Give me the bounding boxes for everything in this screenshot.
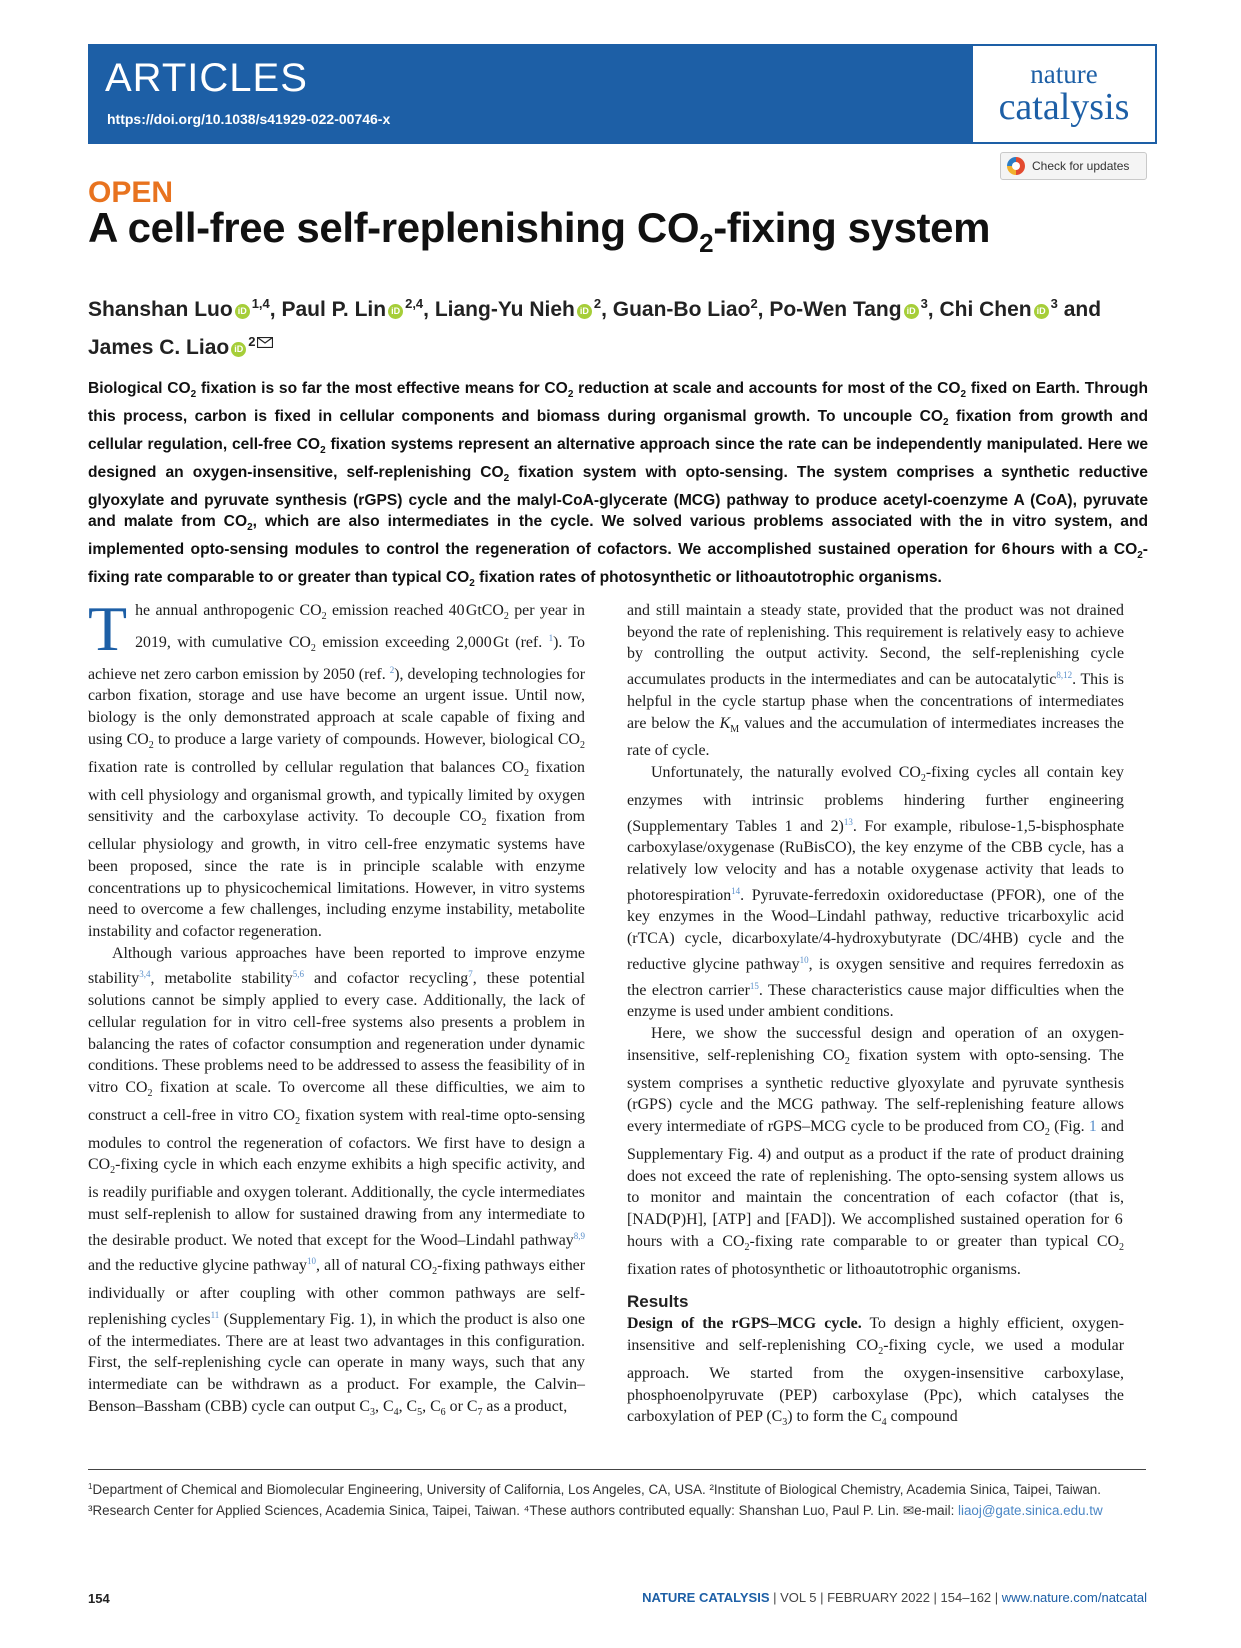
title-subscript: 2 bbox=[699, 228, 714, 258]
dropcap: T bbox=[88, 593, 128, 664]
subsection-heading: Design of the rGPS–MCG cycle. bbox=[627, 1315, 862, 1333]
footnote-divider bbox=[88, 1469, 1146, 1470]
footer-url-link[interactable]: www.nature.com/natcatal bbox=[1001, 1590, 1147, 1605]
author-name[interactable]: Paul P. Lin bbox=[281, 298, 387, 321]
author-name[interactable]: Liang-Yu Nieh bbox=[434, 298, 575, 321]
paragraph: The annual anthropogenic $CO_2$ emission reached 40 GtCO$_2$ per year in 2019, with cumulative $CO_2$ emission exceeding 2,000 Gt (ref. $^1$). To achieve net zero carbon emission by 2050 (ref. $^2$), developing technologies for carbon fixation, storage and use have become an urgent issue. Until now, biology is the only demonstrated approach at scale capable of fixing and using $CO_2$ to produce a large variety of compounds. However, biological $CO_2$ fixation rate is controlled by cellular regulation that balances $CO_2$ fixation with cell physiology and organismal growth, and typically limited by oxygen sensitivity and the carboxylase activity. To decouple $CO_2$ fixation from cellular physiology and growth, in vitro cell-free enzymatic systems have been proposed, since the rate is in principle scalable with enzyme concentrations up to physicochemical limitations. However, in vitro systems need to overcome a few challenges, including enzyme instability, metabolite instability and cofactor regeneration. bbox=[88, 593, 585, 940]
author-affiliation: 3 bbox=[920, 296, 928, 311]
page-number: 154 bbox=[88, 1591, 110, 1606]
results-heading: Results bbox=[627, 1292, 689, 1312]
open-access-label: OPEN bbox=[88, 176, 174, 209]
envelope-icon[interactable] bbox=[257, 326, 273, 358]
body-column-left bbox=[88, 593, 586, 1424]
author-name[interactable]: James C. Liao bbox=[88, 336, 230, 359]
journal-logo-line1: nature bbox=[1030, 59, 1098, 89]
crossmark-icon bbox=[1007, 157, 1025, 175]
author-name[interactable]: Shanshan Luo bbox=[88, 298, 233, 321]
orcid-icon[interactable]: iD bbox=[1034, 304, 1049, 319]
orcid-icon[interactable]: iD bbox=[388, 304, 403, 319]
author-name[interactable]: Guan-Bo Liao bbox=[612, 298, 751, 321]
orcid-icon[interactable]: iD bbox=[577, 304, 592, 319]
title-part2: -fixing system bbox=[713, 204, 991, 251]
paragraph: Unfortunately, the naturally evolved $CO_2$-fixing cycles all contain key enzymes with intrinsic problems hindering further engineering (Supplementary Tables 1 and 2)$^{13}$. For example, ribulose-1,5-bisphosphate carboxylase/oxygenase (RuBisCO), the key enzyme of the CBB cycle, has a relatively low velocity and has a notable oxygenase activity that leads to photorespiration$^{14}$. Pyruvate-ferredoxin oxidoreductase (PFOR), one of the key enzymes in the Wood–Lindahl pathway, reductive tricarboxylic acid (rTCA) cycle, dicarboxylate/4-hydroxybutyrate (DC/4HB) cycle and the reductive glycine pathway$^{10}$, is oxygen sensitive and requires ferredoxin as the electron carrier$^{15}$. These characteristics cause major difficulties when the enzyme is used under ambient conditions. bbox=[627, 764, 1124, 1021]
author-affiliation: 1,4 bbox=[251, 296, 270, 311]
author-affiliation: 2,4 bbox=[405, 296, 424, 311]
author-name[interactable]: Po-Wen Tang bbox=[769, 298, 902, 321]
doi-link[interactable]: https://doi.org/10.1038/s41929-022-00746-x bbox=[107, 111, 391, 127]
section-label: ARTICLES bbox=[105, 56, 308, 100]
body-column-right bbox=[627, 600, 1124, 1434]
author-affiliation: 2 bbox=[593, 296, 602, 311]
footer-journal: NATURE CATALYSIS bbox=[642, 1590, 770, 1605]
paragraph: Design of the rGPS–MCG cycle. To design a highly efficient, oxygen-insensitive and self-replenishing $CO_2$-fixing cycle, we used a modular approach. We started from the oxygen-insensitive carboxylase, phosphoenolpyruvate (PEP) carboxylase (Ppc), which catalyses the carboxylation of PEP $(C_3)$ to form the $C_4$ compound bbox=[627, 1315, 1125, 1429]
author-affiliation: 2 bbox=[248, 334, 256, 349]
author-affiliation: 2 bbox=[750, 296, 758, 311]
author-list: Shanshan Luo iD $^{1,4}$, Paul P. Lin iD $^{2,4}$, Liang-Yu Nieh iD $^2$, Guan-Bo Liao$^2$, Po-Wen Tang iD $^3$, Chi Chen iD $^3$ and James C. Liao iD $^2$ bbox=[88, 296, 1102, 359]
header-banner bbox=[88, 44, 1157, 144]
affiliations-text: Department of Chemical and Biomolecular Engineering, University of California, Los Angeles, CA, USA. ²Institute of Biological Chemistry, Academia Sinica, Taipei, Taiwan. ³Research Center for Applied Sciences, Academia Sinica, Taipei, Taiwan. ⁴These authors contributed equally: Shanshan Luo, Paul P. Lin. ✉e-mail: bbox=[88, 1482, 1101, 1518]
paragraph: Although various approaches have been reported to improve enzyme stability$^{3,4}$, metabolite stability$^{5,6}$ and cofactor recycling$^7$, these potential solutions cannot be simply applied to every case. Additionally, the lack of cellular regulation for in vitro cell-free systems also presents a problem in balancing the rates of cofactor consumption and regeneration under dynamic conditions. These problems need to be addressed to assess the feasibility of in vitro $CO_2$ fixation at scale. To overcome all these difficulties, we aim to construct a cell-free in vitro $CO_2$ fixation system with real-time opto-sensing modules to control the regeneration of cofactors. We first have to design a $CO_2$-fixing cycle in which each enzyme exhibits a high specific activity, and is readily purifiable and oxygen tolerant. Additionally, the cycle intermediates must self-replenish to allow for sustained drawing from any intermediate to the desirable product. We noted that except for the Wood–Lindahl pathway$^{8,9}$ and the reductive glycine pathway$^{10}$, all of natural $CO_2$-fixing pathways either individually or after coupling with other common pathways are self-replenishing cycles$^{11}$ (Supplementary Fig. 1), in which the product is also one of the intermediates. There are at least two advantages in this configuration. First, the self-replenishing cycle can operate in many ways, such that any intermediate can be withdrawn as a product. For example, the Calvin–Benson–Bassham (CBB) cycle can output $C_3$, $C_4$, $C_5$, $C_6$ or $C_7$ as a product, bbox=[88, 944, 586, 1418]
title-part1: A cell-free self-replenishing CO bbox=[88, 204, 700, 251]
author-name[interactable]: Chi Chen bbox=[939, 298, 1032, 321]
article-title bbox=[88, 204, 1148, 259]
check-updates-label: Check for updates bbox=[1032, 159, 1130, 173]
journal-logo-line2: catalysis bbox=[998, 86, 1130, 128]
orcid-icon[interactable]: iD bbox=[231, 342, 246, 357]
running-footer bbox=[642, 1590, 1147, 1605]
footer-issue: | VOL 5 | FEBRUARY 2022 | 154–162 | bbox=[769, 1590, 1002, 1605]
footnotes: $^1$Department of Chemical and Biomolecular Engineering, University of California, Los Angeles, CA, USA. ²Institute of Biological Chemistry, Academia Sinica, Taipei, Taiwan. ³Research Center for Applied Sciences, Academia Sinica, Taipei, Taiwan. ⁴These authors contributed equally: Shanshan Luo, Paul P. Lin. ✉e-mail: liaoj@gate.sinica.edu.tw bbox=[88, 1482, 1103, 1518]
author-affiliation: 3 bbox=[1050, 296, 1058, 311]
paragraph: Here, we show the successful design and operation of an oxygen-insensitive, self-replenishing $CO_2$ fixation system with opto-sensing. The system comprises a synthetic reductive glyoxylate and pyruvate synthesis (rGPS) cycle and the MCG pathway. The self-replenishing feature allows every intermediate of rGPS–MCG cycle to be produced from $CO_2$ (Fig. 1 and Supplementary Fig. 4) and output as a product if the rate of product draining does not exceed the rate of replenishing. The opto-sensing system allows us to monitor and maintain the concentration of each cofactor (that is, [NAD(P)H], [ATP] and [FAD]). We accomplished sustained operation for 6 hours with a $CO_2$-fixing rate comparable to or greater than typical $CO_2$ fixation rates of photosynthetic or lithoautotrophic organisms. bbox=[627, 1025, 1125, 1278]
author-conjunction: and bbox=[1063, 298, 1102, 321]
abstract: Biological $CO_2$ fixation is so far the most effective means for $CO_2$ reduction at scale and accounts for most of the $CO_2$ fixed on Earth. Through this process, carbon is fixed in cellular components and biomass during organismal growth. To uncouple $CO_2$ fixation from growth and cellular regulation, cell-free $CO_2$ fixation systems represent an alternative approach since the rate can be independently manipulated. Here we designed an oxygen-insensitive, self-replenishing $CO_2$ fixation system with opto-sensing. The system comprises a synthetic reductive glyoxylate and pyruvate synthesis (rGPS) cycle and the malyl-CoA-glycerate (MCG) pathway to produce acetyl-coenzyme A (CoA), pyruvate and malate from $CO_2$, which are also intermediates in the cycle. We solved various problems associated with the in vitro system, and implemented opto-sensing modules to control the regeneration of cofactors. We accomplished sustained operation for 6 hours with a $CO_2$-fixing rate comparable to or greater than typical $CO_2$ fixation rates of photosynthetic or lithoautotrophic organisms. bbox=[88, 380, 1148, 590]
orcid-icon[interactable]: iD bbox=[235, 304, 250, 319]
email-link[interactable]: liaoj@gate.sinica.edu.tw bbox=[958, 1503, 1103, 1518]
journal-logo bbox=[973, 46, 1155, 142]
orcid-icon[interactable]: iD bbox=[904, 304, 919, 319]
check-for-updates-button[interactable] bbox=[1000, 152, 1147, 180]
paragraph: and still maintain a steady state, provided that the product was not drained beyond the rate of replenishing. This requirement is relatively easy to achieve by controlling the output activity. Second, the self-replenishing cycle accumulates products in the intermediates and can be autocatalytic$^{8,12}$. This is helpful in the cycle startup phase when the concentrations of intermediates are below the $K_M$ values and the accumulation of intermediates increases the rate of cycle. bbox=[627, 602, 1124, 760]
